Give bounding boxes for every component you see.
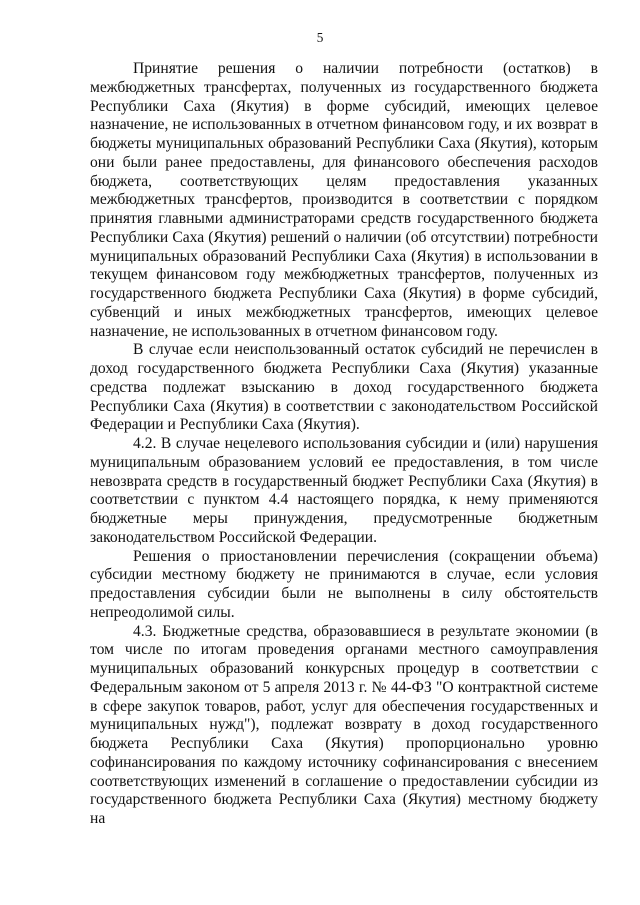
paragraph-suspension-decisions: Решения о приостановлении перечисления (сокращении объема) субсидии местному бюджету не принимаются в случае, если условия предоставления субсидии были не выполнены в силу обстоятельств непреодолимой силы. — [90, 547, 598, 621]
paragraph-unused-balance-recovery: В случае если неиспользованный остаток субсидий не перечислен в доход государственного бюджета Республики Саха (Якутия) указанные средства подлежат взысканию в доход государственного бюджета Республики Саха (Якутия) в соответствии с законодательством Российской Федерации и Республики Саха (Якутия). — [90, 341, 598, 434]
paragraph-balance-need-decision: Принятие решения о наличии потребности (остатков) в межбюджетных трансфертах, полученных из государственного бюджета Республики Саха (Якутия) в форме субсидий, имеющих целевое назначение, не использованных в отчетном финансовом году, и их возврат в бюджеты муниципальных образований Республики Саха (Якутия), которым они были ранее предоставлены, для финансового обеспечения расходов бюджета, соответствующих целям предоставления указанных межбюджетных трансфертов, производится в соответствии с порядком принятия главными администраторами средств государственного бюджета Республики Саха (Якутия) решений о наличии (об отсутствии) потребности муниципальных образований Республики Саха (Якутия) в использовании в текущем финансовом году межбюджетных трансфертов, полученных из государственного бюджета Республики Саха (Якутия) в форме субсидий, субвенций и иных межбюджетных трансфертов, имеющих целевое назначение, не использованных в отчетном финансовом году. — [90, 60, 598, 340]
page-number: 5 — [316, 30, 324, 45]
paragraph-4-3-savings-return: 4.3. Бюджетные средства, образовавшиеся в результате экономии (в том числе по итогам проведения органами местного самоуправления муниципальных образований конкурсных процедур в соответствии с Федеральным законом от 5 апреля 2013 г. № 44-ФЗ "О контрактной системе в сфере закупок товаров, работ, услуг для обеспечения государственных и муниципальных нужд"), подлежат возврату в доход государственного бюджета Республики Саха (Якутия) пропорционально уровню софинансирования по каждому источнику софинансирования с внесением соответствующих изменений в соглашение о предоставлении субсидии из государственного бюджета Республики Саха (Якутия) местному бюджету на — [90, 622, 598, 827]
paragraph-4-2-misuse: 4.2. В случае нецелевого использования субсидии и (или) нарушения муниципальным образованием условий ее предоставления, в том числе невозврата средств в государственный бюджет Республики Саха (Якутия) в соответствии с пунктом 4.4 настоящего порядка, к нему применяются бюджетные меры принуждения, предусмотренные бюджетным законодательством Российской Федерации. — [90, 435, 598, 546]
document-body — [90, 60, 598, 829]
